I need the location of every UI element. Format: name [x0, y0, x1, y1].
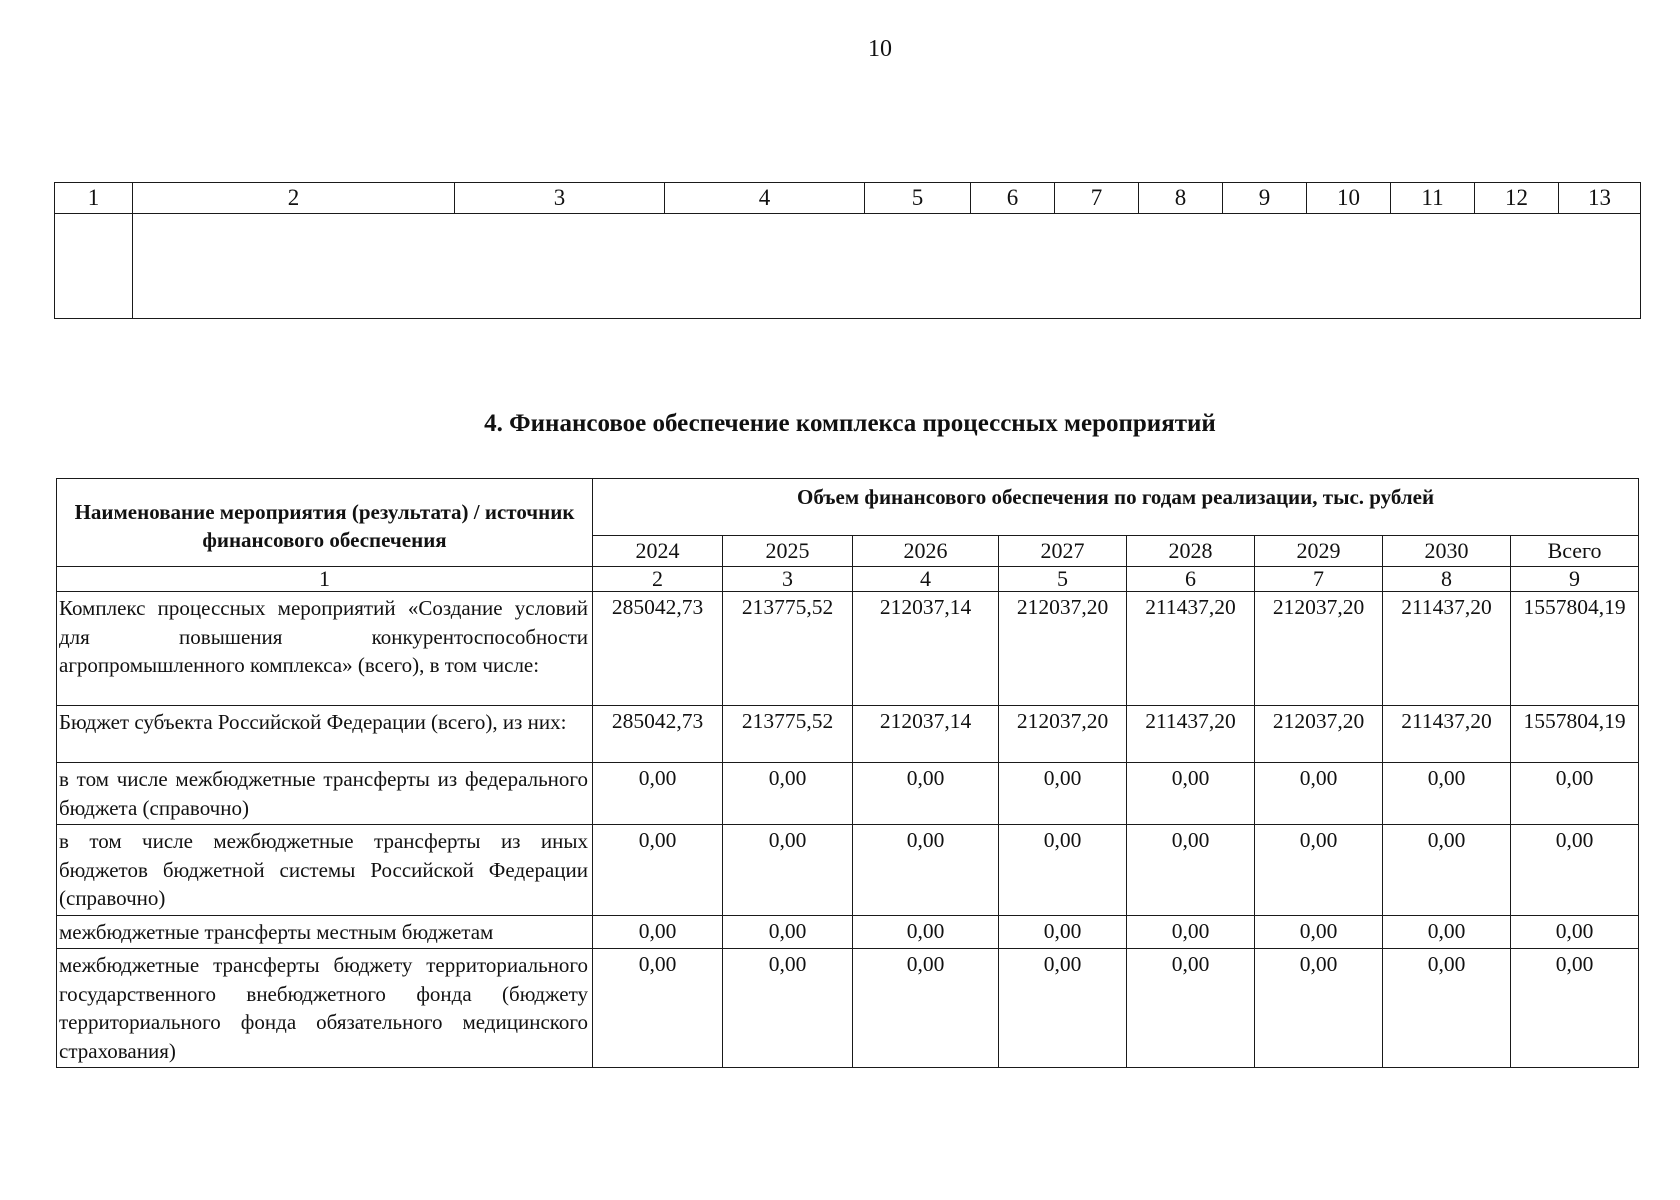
value-cell-2030: 0,00 — [1383, 949, 1511, 1068]
header-financing-volume: Объем финансового обеспечения по годам реализации, тыс. рублей — [593, 479, 1639, 536]
column-number: 1 — [57, 567, 593, 592]
column-number: 13 — [1559, 183, 1641, 214]
value-cell-2024: 285042,73 — [593, 706, 723, 763]
table-row — [57, 592, 1639, 706]
value-cell-2027: 0,00 — [999, 915, 1127, 949]
value-cell-2029: 212037,20 — [1255, 706, 1383, 763]
column-number: 2 — [593, 567, 723, 592]
value-cell-2028: 0,00 — [1127, 949, 1255, 1068]
value-cell-2027: 0,00 — [999, 763, 1127, 825]
column-number: 6 — [971, 183, 1055, 214]
table-row — [57, 763, 1639, 825]
value-cell-2024: 0,00 — [593, 915, 723, 949]
value-cell-2027: 212037,20 — [999, 706, 1127, 763]
section-title: 4. Финансовое обеспечение комплекса процессных мероприятий — [484, 410, 1216, 437]
value-cell-2028: 0,00 — [1127, 825, 1255, 916]
year-header: 2030 — [1383, 536, 1511, 567]
value-cell-total: 0,00 — [1511, 949, 1639, 1068]
value-cell-2024: 0,00 — [593, 825, 723, 916]
year-header: 2025 — [723, 536, 853, 567]
value-cell-2029: 212037,20 — [1255, 592, 1383, 706]
value-cell-2025: 213775,52 — [723, 592, 853, 706]
row-name: Комплекс процессных мероприятий «Создание условий для повышения конкурентоспособности агропромышленного комплекса» (всего), в том числе: — [57, 592, 593, 706]
row-name: межбюджетные трансферты бюджету территориального государственного внебюджетного фонда (бюджету территориального фонда обязательного медицинского страхования) — [57, 949, 593, 1068]
empty-merged-cell — [133, 214, 1641, 319]
value-cell-2024: 285042,73 — [593, 592, 723, 706]
header-activity-name: Наименование мероприятия (результата) / источник финансового обеспечения — [57, 479, 593, 567]
column-number: 8 — [1139, 183, 1223, 214]
column-number: 4 — [665, 183, 865, 214]
row-name: межбюджетные трансферты местным бюджетам — [57, 915, 593, 949]
continuation-table — [54, 182, 1641, 319]
value-cell-2030: 0,00 — [1383, 825, 1511, 916]
value-cell-2026: 0,00 — [853, 825, 999, 916]
value-cell-2027: 0,00 — [999, 825, 1127, 916]
year-header: 2027 — [999, 536, 1127, 567]
column-number: 7 — [1055, 183, 1139, 214]
value-cell-2025: 0,00 — [723, 949, 853, 1068]
value-cell-2025: 213775,52 — [723, 706, 853, 763]
column-number: 5 — [999, 567, 1127, 592]
value-cell-2026: 0,00 — [853, 915, 999, 949]
year-header: 2026 — [853, 536, 999, 567]
value-cell-2028: 0,00 — [1127, 763, 1255, 825]
column-number: 7 — [1255, 567, 1383, 592]
financing-table — [56, 478, 1639, 1068]
value-cell-2030: 0,00 — [1383, 763, 1511, 825]
value-cell-total: 1557804,19 — [1511, 592, 1639, 706]
value-cell-2029: 0,00 — [1255, 915, 1383, 949]
column-number: 10 — [1307, 183, 1391, 214]
empty-cell — [55, 214, 133, 319]
value-cell-2027: 212037,20 — [999, 592, 1127, 706]
column-number: 9 — [1511, 567, 1639, 592]
column-number: 4 — [853, 567, 999, 592]
value-cell-2030: 0,00 — [1383, 915, 1511, 949]
value-cell-2030: 211437,20 — [1383, 706, 1511, 763]
year-header: 2029 — [1255, 536, 1383, 567]
value-cell-total: 0,00 — [1511, 763, 1639, 825]
value-cell-2028: 211437,20 — [1127, 592, 1255, 706]
column-number: 3 — [723, 567, 853, 592]
page-number: 10 — [868, 36, 892, 62]
total-header: Всего — [1511, 536, 1639, 567]
column-number: 2 — [133, 183, 455, 214]
value-cell-2026: 0,00 — [853, 763, 999, 825]
table-row — [57, 825, 1639, 916]
column-number: 11 — [1391, 183, 1475, 214]
column-number: 12 — [1475, 183, 1559, 214]
header-row — [57, 479, 1639, 536]
value-cell-2026: 212037,14 — [853, 592, 999, 706]
value-cell-2025: 0,00 — [723, 763, 853, 825]
year-header: 2028 — [1127, 536, 1255, 567]
row-name: в том числе межбюджетные трансферты из иных бюджетов бюджетной системы Российской Федерации (справочно) — [57, 825, 593, 916]
value-cell-total: 0,00 — [1511, 825, 1639, 916]
year-header: 2024 — [593, 536, 723, 567]
column-number: 1 — [55, 183, 133, 214]
value-cell-2028: 211437,20 — [1127, 706, 1255, 763]
table-row — [57, 706, 1639, 763]
column-number: 9 — [1223, 183, 1307, 214]
value-cell-2024: 0,00 — [593, 949, 723, 1068]
value-cell-total: 1557804,19 — [1511, 706, 1639, 763]
value-cell-2025: 0,00 — [723, 825, 853, 916]
value-cell-2026: 212037,14 — [853, 706, 999, 763]
value-cell-2029: 0,00 — [1255, 763, 1383, 825]
value-cell-2026: 0,00 — [853, 949, 999, 1068]
value-cell-total: 0,00 — [1511, 915, 1639, 949]
value-cell-2027: 0,00 — [999, 949, 1127, 1068]
row-name: в том числе межбюджетные трансферты из федерального бюджета (справочно) — [57, 763, 593, 825]
value-cell-2030: 211437,20 — [1383, 592, 1511, 706]
value-cell-2024: 0,00 — [593, 763, 723, 825]
column-number-row — [57, 567, 1639, 592]
column-number-row — [55, 183, 1641, 214]
column-number: 3 — [455, 183, 665, 214]
column-number: 5 — [865, 183, 971, 214]
value-cell-2028: 0,00 — [1127, 915, 1255, 949]
column-number: 6 — [1127, 567, 1255, 592]
value-cell-2029: 0,00 — [1255, 825, 1383, 916]
column-number: 8 — [1383, 567, 1511, 592]
row-name: Бюджет субъекта Российской Федерации (всего), из них: — [57, 706, 593, 763]
value-cell-2025: 0,00 — [723, 915, 853, 949]
table-row — [57, 915, 1639, 949]
value-cell-2029: 0,00 — [1255, 949, 1383, 1068]
empty-row — [55, 214, 1641, 319]
table-row — [57, 949, 1639, 1068]
